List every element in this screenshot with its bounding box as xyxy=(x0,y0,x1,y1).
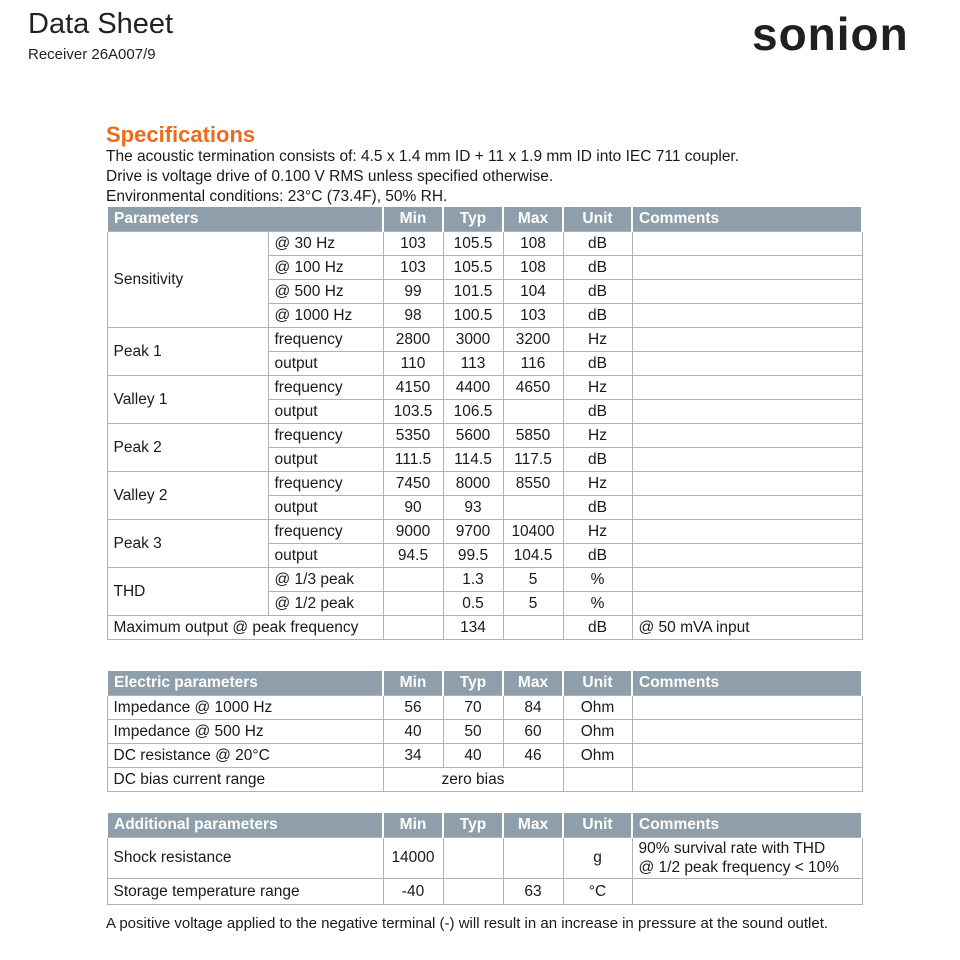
comment-cell xyxy=(632,232,862,256)
parameter-name: Sensitivity xyxy=(107,232,268,328)
comment-cell xyxy=(632,328,862,352)
min-cell: 4150 xyxy=(383,376,443,400)
comment-cell xyxy=(632,448,862,472)
unit-cell: Ohm xyxy=(563,696,632,720)
additional-parameters-table xyxy=(106,813,863,905)
max-cell xyxy=(503,400,563,424)
unit-cell: dB xyxy=(563,280,632,304)
comment-cell xyxy=(632,520,862,544)
condition-cell: @ 1000 Hz xyxy=(268,304,383,328)
unit-cell: Hz xyxy=(563,472,632,496)
typ-cell: 4400 xyxy=(443,376,503,400)
min-cell: 56 xyxy=(383,696,443,720)
condition-cell: @ 1/3 peak xyxy=(268,568,383,592)
table-row xyxy=(107,568,862,592)
header-typ: Typ xyxy=(443,813,503,838)
comment-cell xyxy=(632,496,862,520)
typ-cell: 114.5 xyxy=(443,448,503,472)
comment-cell xyxy=(632,838,862,879)
header-min: Min xyxy=(383,207,443,232)
parameter-name: Maximum output @ peak frequency xyxy=(107,616,383,640)
parameter-name: Storage temperature range xyxy=(107,879,383,905)
min-cell xyxy=(383,592,443,616)
parameter-name: Valley 2 xyxy=(107,472,268,520)
acoustic-parameters-table xyxy=(106,207,863,640)
intro-line: Environmental conditions: 23°C (73.4F), 50% RH. xyxy=(106,188,448,205)
header-additional-parameters: Additional parameters xyxy=(107,813,383,838)
intro-line: The acoustic termination consists of: 4.5 x 1.4 mm ID + 11 x 1.9 mm ID into IEC 711 coupler. xyxy=(106,148,740,165)
condition-cell: output xyxy=(268,544,383,568)
table-row xyxy=(107,232,862,256)
typ-cell: 100.5 xyxy=(443,304,503,328)
min-cell: -40 xyxy=(383,879,443,905)
typ-cell: 106.5 xyxy=(443,400,503,424)
typ-cell xyxy=(443,838,503,879)
unit-cell: dB xyxy=(563,616,632,640)
typ-cell: 70 xyxy=(443,696,503,720)
typ-cell: 99.5 xyxy=(443,544,503,568)
comment-line: @ 1/2 peak frequency < 10% xyxy=(638,859,840,876)
min-cell: 5350 xyxy=(383,424,443,448)
document-title: Data Sheet xyxy=(28,8,174,40)
max-cell: 4650 xyxy=(503,376,563,400)
electric-parameters-table xyxy=(106,671,863,792)
comment-cell xyxy=(632,879,862,905)
min-cell: 103 xyxy=(383,232,443,256)
table-row xyxy=(107,376,862,400)
parameter-name: Peak 1 xyxy=(107,328,268,376)
max-cell: 116 xyxy=(503,352,563,376)
unit-cell: dB xyxy=(563,304,632,328)
min-cell: 7450 xyxy=(383,472,443,496)
comment-cell: @ 50 mVA input xyxy=(632,616,862,640)
typ-cell: 105.5 xyxy=(443,232,503,256)
condition-cell: frequency xyxy=(268,376,383,400)
parameter-name: THD xyxy=(107,568,268,616)
header-unit: Unit xyxy=(563,813,632,838)
typ-cell: 134 xyxy=(443,616,503,640)
unit-cell: dB xyxy=(563,256,632,280)
table-row xyxy=(107,744,862,768)
max-cell: 117.5 xyxy=(503,448,563,472)
header-comments: Comments xyxy=(632,813,862,838)
comment-cell xyxy=(632,424,862,448)
comment-cell xyxy=(632,304,862,328)
table-row xyxy=(107,328,862,352)
unit-cell: Ohm xyxy=(563,744,632,768)
min-cell: 2800 xyxy=(383,328,443,352)
max-cell: 104.5 xyxy=(503,544,563,568)
header-unit: Unit xyxy=(563,207,632,232)
max-cell xyxy=(503,616,563,640)
condition-cell: @ 30 Hz xyxy=(268,232,383,256)
table-row xyxy=(107,879,862,905)
max-cell: 5850 xyxy=(503,424,563,448)
unit-cell: dB xyxy=(563,232,632,256)
section-title: Specifications xyxy=(106,122,256,147)
max-cell: 108 xyxy=(503,256,563,280)
sonion-logo xyxy=(752,8,942,60)
min-cell: 14000 xyxy=(383,838,443,879)
max-cell: 103 xyxy=(503,304,563,328)
unit-cell xyxy=(563,768,632,792)
max-cell xyxy=(503,838,563,879)
condition-cell: frequency xyxy=(268,328,383,352)
parameter-name: Peak 3 xyxy=(107,520,268,568)
unit-cell: % xyxy=(563,568,632,592)
polarity-note: A positive voltage applied to the negative terminal (-) will result in an increase in pressure at the sound outlet. xyxy=(106,915,829,932)
typ-cell: 8000 xyxy=(443,472,503,496)
min-cell: 40 xyxy=(383,720,443,744)
typ-cell xyxy=(443,879,503,905)
unit-cell: dB xyxy=(563,544,632,568)
min-cell: 9000 xyxy=(383,520,443,544)
comment-cell xyxy=(632,768,862,792)
table-row xyxy=(107,720,862,744)
comment-line: 90% survival rate with THD xyxy=(638,840,826,857)
max-cell: 3200 xyxy=(503,328,563,352)
table-header-row xyxy=(107,671,862,696)
comment-cell xyxy=(632,720,862,744)
table-header-row xyxy=(107,813,862,838)
typ-cell: 50 xyxy=(443,720,503,744)
max-cell: 10400 xyxy=(503,520,563,544)
unit-cell: dB xyxy=(563,448,632,472)
comment-cell xyxy=(632,280,862,304)
logo-text: sonion xyxy=(752,8,909,60)
condition-cell: @ 500 Hz xyxy=(268,280,383,304)
condition-cell: frequency xyxy=(268,424,383,448)
min-cell: 103 xyxy=(383,256,443,280)
parameter-name: DC bias current range xyxy=(107,768,383,792)
min-cell xyxy=(383,616,443,640)
typ-cell: 113 xyxy=(443,352,503,376)
typ-cell: 101.5 xyxy=(443,280,503,304)
max-cell: 104 xyxy=(503,280,563,304)
min-cell: 34 xyxy=(383,744,443,768)
parameter-name: Impedance @ 1000 Hz xyxy=(107,696,383,720)
condition-cell: @ 1/2 peak xyxy=(268,592,383,616)
comment-cell xyxy=(632,592,862,616)
comment-cell xyxy=(632,472,862,496)
table-row xyxy=(107,696,862,720)
max-cell: 46 xyxy=(503,744,563,768)
comment-cell xyxy=(632,744,862,768)
unit-cell: °C xyxy=(563,879,632,905)
condition-cell: output xyxy=(268,352,383,376)
dc-bias-value: zero bias xyxy=(383,768,563,792)
min-cell: 103.5 xyxy=(383,400,443,424)
header-min: Min xyxy=(383,813,443,838)
max-cell: 5 xyxy=(503,568,563,592)
max-cell: 5 xyxy=(503,592,563,616)
max-cell: 8550 xyxy=(503,472,563,496)
unit-cell: Hz xyxy=(563,328,632,352)
header-max: Max xyxy=(503,207,563,232)
table-row xyxy=(107,520,862,544)
table-row xyxy=(107,768,862,792)
header-typ: Typ xyxy=(443,207,503,232)
intro-line: Drive is voltage drive of 0.100 V RMS unless specified otherwise. xyxy=(106,168,554,185)
condition-cell: @ 100 Hz xyxy=(268,256,383,280)
typ-cell: 3000 xyxy=(443,328,503,352)
header-max: Max xyxy=(503,671,563,696)
unit-cell: Hz xyxy=(563,424,632,448)
unit-cell: dB xyxy=(563,352,632,376)
min-cell: 90 xyxy=(383,496,443,520)
unit-cell: Hz xyxy=(563,376,632,400)
condition-cell: output xyxy=(268,400,383,424)
condition-cell: output xyxy=(268,448,383,472)
condition-cell: output xyxy=(268,496,383,520)
table-row xyxy=(107,616,862,640)
unit-cell: Ohm xyxy=(563,720,632,744)
max-cell: 60 xyxy=(503,720,563,744)
condition-cell: frequency xyxy=(268,520,383,544)
condition-cell: frequency xyxy=(268,472,383,496)
min-cell: 111.5 xyxy=(383,448,443,472)
comment-cell xyxy=(632,256,862,280)
parameter-name: Impedance @ 500 Hz xyxy=(107,720,383,744)
typ-cell: 93 xyxy=(443,496,503,520)
header-unit: Unit xyxy=(563,671,632,696)
parameter-name: Shock resistance xyxy=(107,838,383,879)
min-cell: 99 xyxy=(383,280,443,304)
typ-cell: 1.3 xyxy=(443,568,503,592)
typ-cell: 40 xyxy=(443,744,503,768)
header-max: Max xyxy=(503,813,563,838)
header-typ: Typ xyxy=(443,671,503,696)
min-cell: 94.5 xyxy=(383,544,443,568)
min-cell xyxy=(383,568,443,592)
max-cell: 108 xyxy=(503,232,563,256)
table-row xyxy=(107,424,862,448)
header-electric-parameters: Electric parameters xyxy=(107,671,383,696)
parameter-name: DC resistance @ 20°C xyxy=(107,744,383,768)
max-cell: 84 xyxy=(503,696,563,720)
typ-cell: 5600 xyxy=(443,424,503,448)
comment-cell xyxy=(632,400,862,424)
min-cell: 98 xyxy=(383,304,443,328)
unit-cell: % xyxy=(563,592,632,616)
document-subtitle: Receiver 26A007/9 xyxy=(28,46,156,63)
comment-cell xyxy=(632,352,862,376)
unit-cell: dB xyxy=(563,400,632,424)
comment-cell xyxy=(632,544,862,568)
header-comments: Comments xyxy=(632,207,862,232)
unit-cell: g xyxy=(563,838,632,879)
unit-cell: dB xyxy=(563,496,632,520)
header-parameters: Parameters xyxy=(107,207,383,232)
typ-cell: 9700 xyxy=(443,520,503,544)
max-cell xyxy=(503,496,563,520)
table-row xyxy=(107,472,862,496)
min-cell: 110 xyxy=(383,352,443,376)
parameter-name: Peak 2 xyxy=(107,424,268,472)
header-comments: Comments xyxy=(632,671,862,696)
unit-cell: Hz xyxy=(563,520,632,544)
comment-cell xyxy=(632,376,862,400)
comment-cell xyxy=(632,568,862,592)
table-header-row xyxy=(107,207,862,232)
max-cell: 63 xyxy=(503,879,563,905)
intro-text xyxy=(106,147,739,207)
typ-cell: 105.5 xyxy=(443,256,503,280)
parameter-name: Valley 1 xyxy=(107,376,268,424)
typ-cell: 0.5 xyxy=(443,592,503,616)
comment-cell xyxy=(632,696,862,720)
table-row xyxy=(107,838,862,879)
header-min: Min xyxy=(383,671,443,696)
